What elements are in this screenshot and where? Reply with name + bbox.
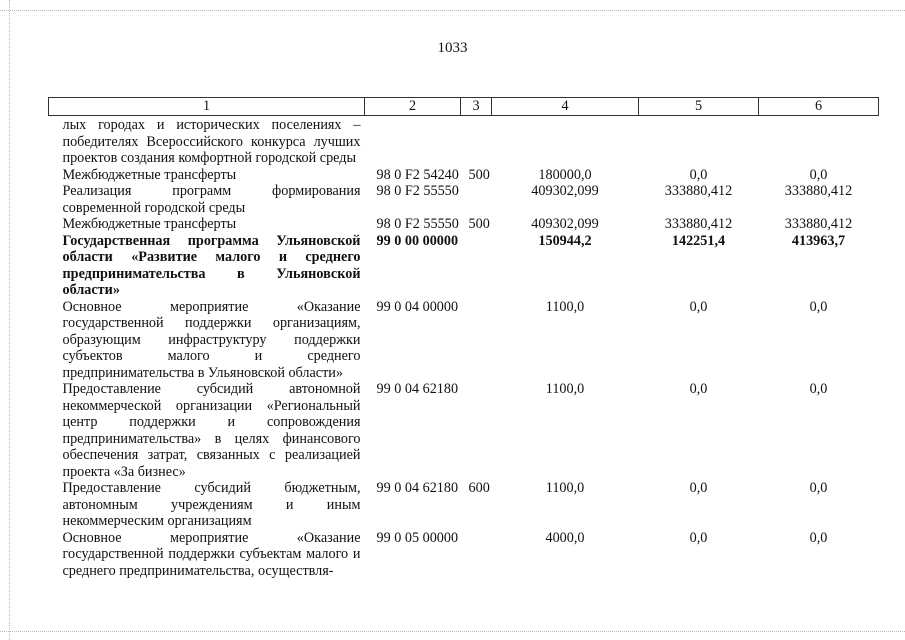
row-vr [461,233,492,299]
row-value-3: 0,0 [809,529,828,546]
header-col-5: 5 [639,98,759,116]
row-csr: 99 0 00 00000 [376,232,459,249]
row-value-2: 0,0 [689,298,708,315]
row-name: Предоставление субсидий автономной некоммерческой организации «Региональный центр поддержки и сопровождения предпринимательства» в целях финансового обеспечения затрат, связанных с реализацией проекта «За бизнес» [62,381,361,480]
row-value-2: 0,0 [689,529,708,546]
row-value-3: 0,0 [809,381,828,397]
budget-table [48,97,879,579]
row-name: Межбюджетные трансферты [62,216,237,232]
row-value-1: 4000,0 [545,529,585,546]
row-value-3: 413963,7 [791,232,846,249]
row-value-1 [492,116,639,167]
header-col-6: 6 [759,98,879,116]
scan-top-edge [0,10,905,11]
table-row [49,216,879,233]
row-value-2: 333880,412 [664,216,733,232]
row-value-3: 333880,412 [784,216,853,232]
scan-bottom-edge [0,631,905,632]
row-value-1: 180000,0 [538,166,592,183]
table-header-row [49,98,879,116]
row-name: Основное мероприятие «Оказание государственной поддержки организациям, образующим инфраструктуру поддержки субъектов малого и среднего предпринимательства в Ульяновской области» [62,298,361,381]
row-vr [461,116,492,167]
row-csr: 98 0 F2 55550 [376,216,459,232]
page-number: 1033 [437,40,468,56]
row-value-1: 150944,2 [538,232,592,249]
row-name: лых городах и исторических поселениях – победителях Всероссийского конкурса лучших проектов создания комфортной городской среды [62,117,361,166]
row-value-1: 409302,099 [531,216,599,232]
row-value-3: 0,0 [809,298,828,315]
row-vr: 500 [468,216,490,232]
row-value-1: 409302,099 [531,183,599,199]
table-row [49,167,879,184]
header-col-4: 4 [492,98,639,116]
table-row [49,299,879,382]
row-csr: 98 0 F2 54240 [376,166,459,183]
row-value-1: 1100,0 [545,480,585,496]
row-value-3: 333880,412 [784,183,853,199]
table-row [49,480,879,530]
table-row [49,381,879,480]
row-name: Предоставление субсидий бюджетным, автономным учреждениям и иным некоммерческим организациям [62,480,361,529]
row-value-2: 142251,4 [671,232,726,249]
row-value-2: 0,0 [689,480,708,496]
row-csr: 99 0 04 62180 [376,381,459,397]
row-csr [365,116,461,167]
row-vr [461,299,492,382]
header-col-3: 3 [461,98,492,116]
row-value-2 [639,116,759,167]
table-row [49,183,879,216]
row-value-2: 0,0 [689,166,708,183]
table-row-program [49,233,879,299]
row-value-3: 0,0 [809,166,828,183]
row-csr: 99 0 05 00000 [376,529,459,546]
row-value-1: 1100,0 [545,381,585,397]
row-csr: 99 0 04 62180 [376,480,459,496]
table-row [49,116,879,167]
row-vr: 600 [468,480,490,496]
row-vr [461,183,492,216]
row-value-3 [759,116,879,167]
row-value-1: 1100,0 [545,298,585,315]
row-value-2: 333880,412 [664,183,733,199]
scan-left-edge [9,0,10,640]
row-vr [461,530,492,580]
row-vr: 500 [468,166,490,183]
row-vr [461,381,492,480]
header-col-2: 2 [365,98,461,116]
table-row [49,530,879,580]
row-csr: 98 0 F2 55550 [376,183,459,199]
row-name: Реализация программ формирования современной городской среды [62,183,361,216]
row-value-2: 0,0 [689,381,708,397]
row-name: Государственная программа Ульяновской области «Развитие малого и среднего предпринимательства в Ульяновской области» [62,232,361,298]
row-name: Межбюджетные трансферты [62,166,237,183]
header-col-1: 1 [49,98,365,116]
row-csr: 99 0 04 00000 [376,298,459,315]
row-name: Основное мероприятие «Оказание государственной поддержки субъектам малого и среднего предпринимательства, осуществля- [62,529,361,579]
row-value-3: 0,0 [809,480,828,496]
